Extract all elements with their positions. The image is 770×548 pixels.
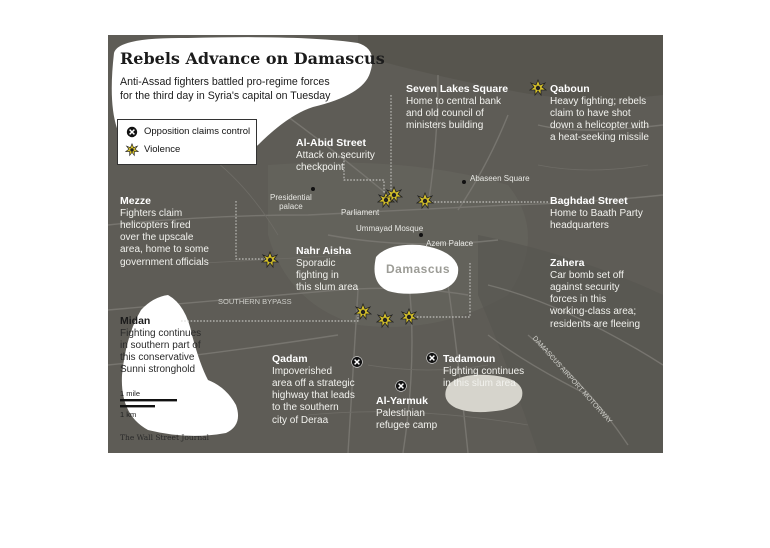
qaboun-desc: Heavy fighting; rebels claim to have shot down a helicopter with a heat-seeking missile	[550, 95, 649, 144]
callout-seven-lakes	[406, 83, 508, 132]
legend-control-label: Opposition claims control	[144, 126, 251, 137]
callout-nahr-aisha	[296, 245, 358, 294]
x-circle-icon	[126, 126, 138, 138]
scale-mile-label: 1 mile	[120, 389, 141, 398]
burst-icon	[354, 303, 372, 321]
callout-qadam	[272, 353, 355, 427]
callout-zahera	[550, 257, 640, 331]
x-circle-icon	[351, 356, 363, 368]
abaseen-label: Abaseen Square	[470, 174, 530, 183]
mezze-name: Mezze	[120, 195, 151, 207]
map	[108, 35, 663, 453]
scale-km-label: 1 km	[120, 410, 137, 419]
zahera-desc: Car bomb set off against security forces in this working-class area; residents are fleeing	[550, 269, 641, 330]
airport-motorway-label: DAMASCUS AIRPORT MOTORWAY	[530, 335, 613, 426]
map-title: Rebels Advance on Damascus	[120, 49, 385, 68]
baghdad-desc: Home to Baath Party headquarters	[550, 207, 643, 231]
map-subtitle: Anti-Assad fighters battled pro-regime forces for the third day in Syria's capital on Tuesday	[120, 76, 331, 102]
scale-bar	[120, 398, 180, 410]
southern-bypass-label: SOUTHERN BYPASS	[218, 297, 292, 306]
presidential-dot	[311, 187, 315, 191]
nahr-aisha-desc: Sporadic fighting in this slum area	[296, 257, 359, 294]
burst-icon	[416, 192, 434, 210]
al-abid-desc: Attack on security checkpoint	[296, 149, 375, 173]
burst-icon	[529, 79, 547, 97]
presidential-label: Presidential palace	[270, 193, 312, 211]
x-circle-icon	[395, 380, 407, 392]
qadam-name: Qadam	[272, 353, 308, 365]
legend-violence-label: Violence	[144, 144, 181, 155]
baghdad-name: Baghdad Street	[550, 195, 628, 207]
al-yarmuk-name: Al-Yarmuk	[376, 395, 428, 407]
midan-desc: Fighting continues in southern part of this conservative Sunni stronghold	[120, 327, 202, 376]
callout-al-yarmuk	[376, 395, 437, 432]
callout-midan	[120, 315, 201, 377]
nahr-aisha-name: Nahr Aisha	[296, 245, 352, 257]
azem-dot	[419, 233, 423, 237]
damascus-label: Damascus	[386, 262, 451, 276]
abaseen-dot	[462, 180, 466, 184]
burst-icon	[261, 251, 279, 269]
al-yarmuk-desc: Palestinian refugee camp	[376, 407, 438, 431]
callout-tadamoun	[443, 353, 524, 390]
seven-lakes-name: Seven Lakes Square	[406, 83, 509, 95]
burst-icon	[376, 311, 394, 329]
burst-icon	[125, 143, 139, 157]
burst-icon	[400, 308, 418, 326]
al-abid-name: Al-Abid Street	[296, 137, 367, 149]
azem-label: Azem Palace	[426, 239, 474, 248]
tadamoun-name: Tadamoun	[443, 353, 496, 365]
callout-baghdad	[550, 195, 643, 232]
midan-name: Midan	[120, 315, 151, 327]
tadamoun-desc: Fighting continues in this slum area	[443, 365, 525, 389]
mezze-desc: Fighters claim helicopters fired over the upscale area, home to some government officials	[120, 207, 209, 268]
burst-icon	[385, 186, 403, 204]
legend	[117, 119, 257, 165]
zahera-name: Zahera	[550, 257, 585, 269]
callout-al-abid	[296, 137, 375, 174]
x-circle-icon	[426, 352, 438, 364]
qaboun-name: Qaboun	[550, 83, 590, 95]
credit: The Wall Street Journal	[120, 433, 210, 442]
callout-mezze	[120, 195, 209, 269]
callout-qaboun	[550, 83, 649, 145]
parliament-label: Parliament	[341, 208, 380, 217]
ummayad-label: Ummayad Mosque	[356, 224, 424, 233]
seven-lakes-desc: Home to central bank and old council of ministers building	[406, 95, 502, 132]
qadam-desc: Impoverished area off a strategic highway that leads to the southern city of Deraa	[272, 365, 355, 426]
